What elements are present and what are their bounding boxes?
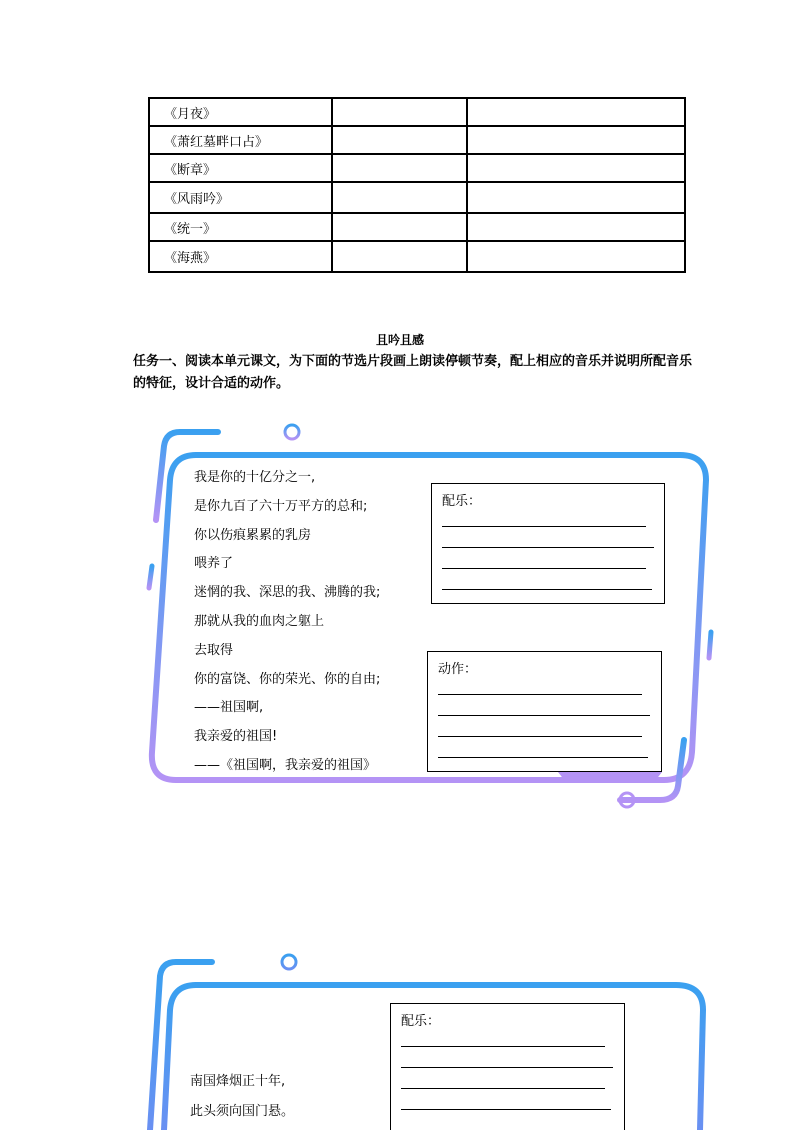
- poem-title-cell: 《海燕》: [149, 241, 332, 272]
- task-instruction: 任务一、阅读本单元课文，为下面的节选片段画上朗读停顿节奏，配上相应的音乐并说明所配音乐的特征，设计合适的动作。: [133, 354, 693, 391]
- answer-line[interactable]: [401, 1088, 605, 1089]
- poem-line: 那就从我的血肉之躯上: [194, 614, 325, 629]
- poem-line: ——祖国啊,: [194, 700, 264, 716]
- poem-line: 我是你的十亿分之一,: [194, 470, 316, 485]
- poem-line: 迷惘的我、深思的我、沸腾的我;: [194, 585, 381, 601]
- answer-line[interactable]: [438, 757, 648, 758]
- poem-line: 我亲爱的祖国!: [194, 729, 278, 745]
- poem-title-cell: 《断章》: [149, 154, 332, 182]
- poem-title-cell: 《风雨吟》: [149, 182, 332, 213]
- card1-action-box[interactable]: [427, 651, 662, 772]
- music-label: 配乐：: [401, 1014, 441, 1029]
- poem-title-cell: 《统一》: [149, 213, 332, 241]
- poem-title-cell: 《月夜》: [149, 98, 332, 126]
- card1-tab: [558, 772, 662, 781]
- poem-line: 喂养了: [194, 556, 234, 572]
- answer-line[interactable]: [438, 694, 642, 695]
- poem-line: 南国烽烟正十年,: [190, 1074, 286, 1089]
- section-heading: 且吟且感: [375, 333, 424, 347]
- poem-line: 去取得: [194, 642, 234, 658]
- answer-line[interactable]: [442, 589, 652, 590]
- poem-line: 此头须向国门悬。: [190, 1104, 295, 1119]
- answer-line[interactable]: [438, 736, 642, 737]
- poem-title-cell: 《萧红墓畔口占》: [149, 126, 332, 154]
- poem-line: 你以伤痕累累的乳房: [194, 527, 312, 543]
- poem-line: 是你九百了六十万平方的总和;: [194, 498, 368, 514]
- action-label: 动作：: [438, 662, 478, 677]
- answer-line[interactable]: [438, 715, 650, 716]
- answer-line[interactable]: [401, 1067, 613, 1068]
- answer-line[interactable]: [442, 526, 646, 527]
- poem-line: 你的富饶、你的荣光、你的自由;: [194, 671, 381, 687]
- card2-music-box[interactable]: [390, 1003, 625, 1130]
- answer-line[interactable]: [442, 547, 654, 548]
- answer-line[interactable]: [401, 1046, 605, 1047]
- music-label: 配乐：: [442, 494, 482, 509]
- poem-line: ——《祖国啊，我亲爱的祖国》: [194, 758, 377, 773]
- answer-line[interactable]: [442, 568, 646, 569]
- answer-line[interactable]: [401, 1109, 611, 1110]
- card1-music-box[interactable]: [431, 483, 665, 604]
